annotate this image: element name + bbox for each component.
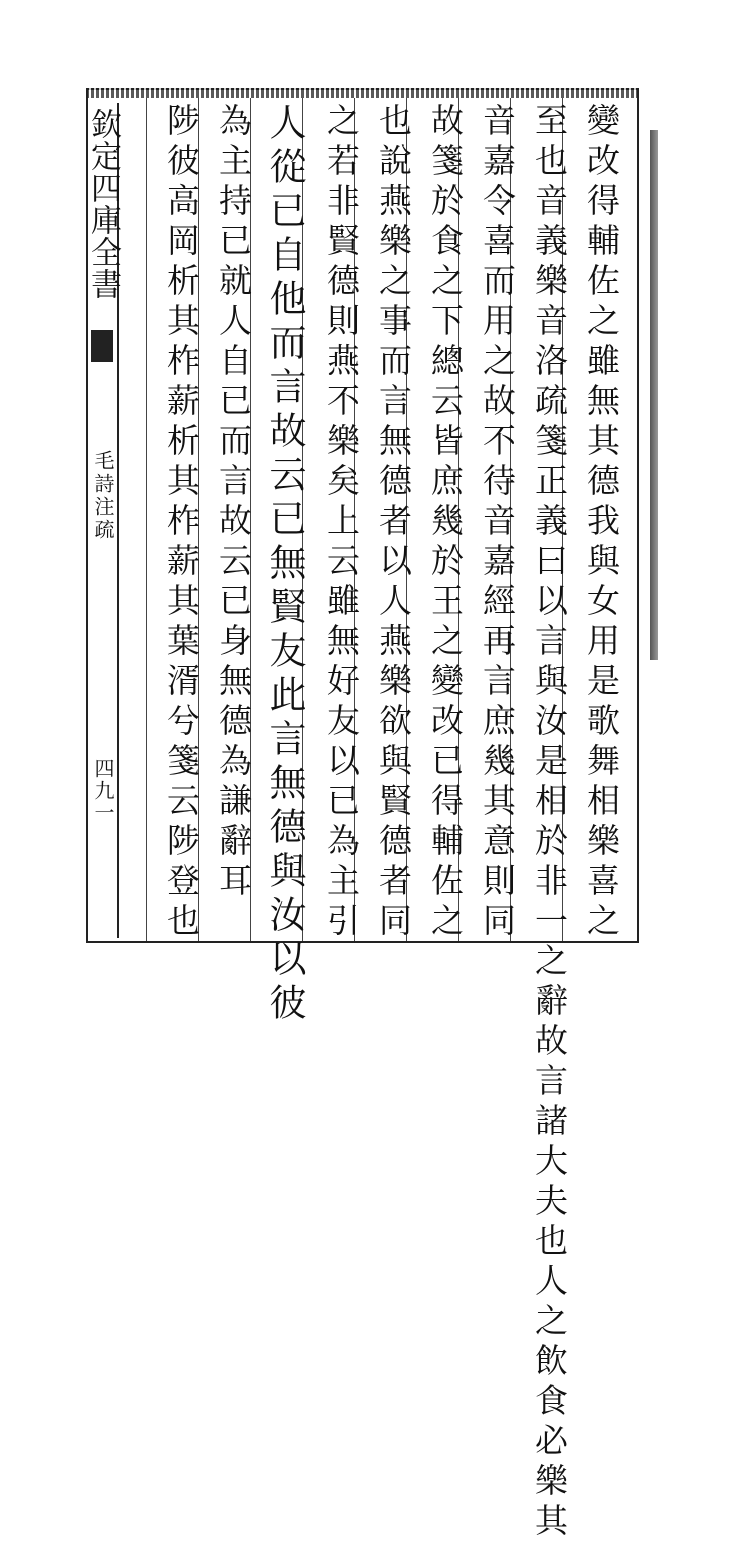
book-spine-shadow: [650, 130, 658, 660]
text-column-5: 也說燕樂之事而言無德者以人燕樂欲與賢德者同: [374, 103, 413, 943]
text-column-1: 變改得輔佐之雖無其德我與女用是歌舞相樂喜之: [582, 103, 621, 943]
text-column-7-main: 人從已自他而言故云已無賢友此言無德與汝以彼: [263, 103, 306, 1027]
column-divider: [146, 98, 147, 941]
fish-tail-mark: [91, 330, 113, 362]
text-column-2: 至也音義樂音洛疏箋正義曰以言與汝是相於非一之辭故言諸大夫也人之飲食必樂其: [530, 103, 569, 1543]
text-column-8: 為主持已就人自已而言故云已身無德為謙辭耳: [214, 103, 253, 903]
frame-top-border: [86, 88, 639, 98]
library-title: 欽定四庫全書: [85, 108, 121, 300]
text-column-9: 陟彼高岡析其柞薪析其柞薪其葉湑兮箋云陟登也: [162, 103, 201, 943]
text-column-4: 故箋於食之下總云皆庶幾於王之變改已得輔佐之: [426, 103, 465, 943]
text-column-3: 音嘉令喜而用之故不待音嘉經再言庶幾其意則同: [478, 103, 517, 943]
book-name: 毛詩注疏: [91, 450, 115, 542]
text-column-6: 之若非賢德則燕不樂矣上云雖無好友以已為主引: [322, 103, 361, 943]
page-number: 四九一: [91, 758, 115, 824]
